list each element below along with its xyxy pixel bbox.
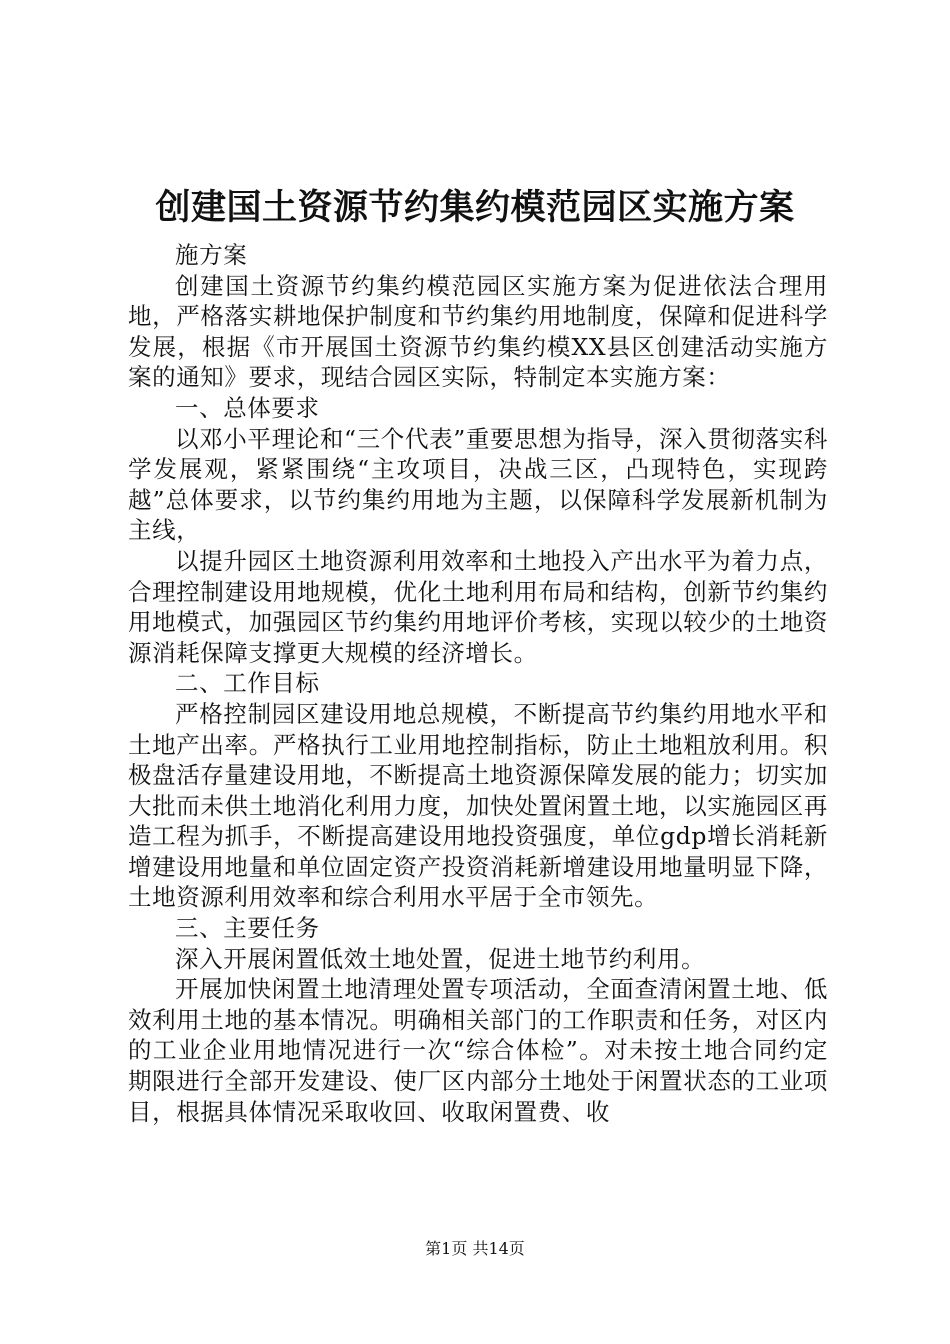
paragraph-objectives: 严格控制园区建设用地总规模，不断提高节约集约用地水平和土地产出率。严格执行工业用地控制指标，防止土地粗放利用。积极盘活存量建设用地，不断提高土地资源保障发展的能力；切实加大批而未供土地消化利用力度，加快处置闲置土地，以实施园区再造工程为抓手，不断提高建设用地投资强度，单位gdp增长消耗新增建设用地量和单位固定资产投资消耗新增建设用地量明显下降，土地资源利用效率和综合利用水平居于全市领先。 <box>128 699 828 912</box>
paragraph-preamble: 创建国土资源节约集约模范园区实施方案为促进依法合理用地，严格落实耕地保护制度和节约集约用地制度，保障和促进科学发展，根据《市开展国土资源节约集约模XX县区创建活动实施方案的通知》要求，现结合园区实际，特制定本实施方案： <box>128 271 828 392</box>
document-title: 创建国土资源节约集约模范园区实施方案 <box>155 187 795 228</box>
section-heading-work-objectives: 二、工作目标 <box>175 669 320 698</box>
section-heading-main-tasks: 三、主要任务 <box>175 914 320 943</box>
paragraph-intro-heading: 施方案 <box>175 241 248 269</box>
paragraph-task-detail: 开展加快闲置土地清理处置专项活动，全面查清闲置土地、低效利用土地的基本情况。明确相关部门的工作职责和任务，对区内的工业企业用地情况进行一次“综合体检”。对未按土地合同约定期限进行全部开发建设、使厂区内部分土地处于闲置状态的工业项目，根据具体情况采取收回、收取闲置费、收 <box>128 975 828 1126</box>
paragraph-task-summary: 深入开展闲置低效土地处置，促进土地节约利用。 <box>175 944 706 973</box>
paragraph-guiding-ideology: 以邓小平理论和“三个代表”重要思想为指导，深入贯彻落实科学发展观，紧紧围绕“主攻项目，决战三区，凸现特色，实现跨越”总体要求，以节约集约用地为主题，以保障科学发展新机制为主线， <box>128 424 828 545</box>
section-heading-general-requirements: 一、总体要求 <box>175 393 320 422</box>
document-body <box>128 240 828 1127</box>
page-footer: 第1页 共14页 <box>425 1239 525 1258</box>
paragraph-efficiency: 以提升园区土地资源利用效率和土地投入产出水平为着力点，合理控制建设用地规模，优化土地利用布局和结构，创新节约集约用地模式，加强园区节约集约用地评价考核，实现以较少的土地资源消耗保障支撑更大规模的经济增长。 <box>128 546 828 667</box>
